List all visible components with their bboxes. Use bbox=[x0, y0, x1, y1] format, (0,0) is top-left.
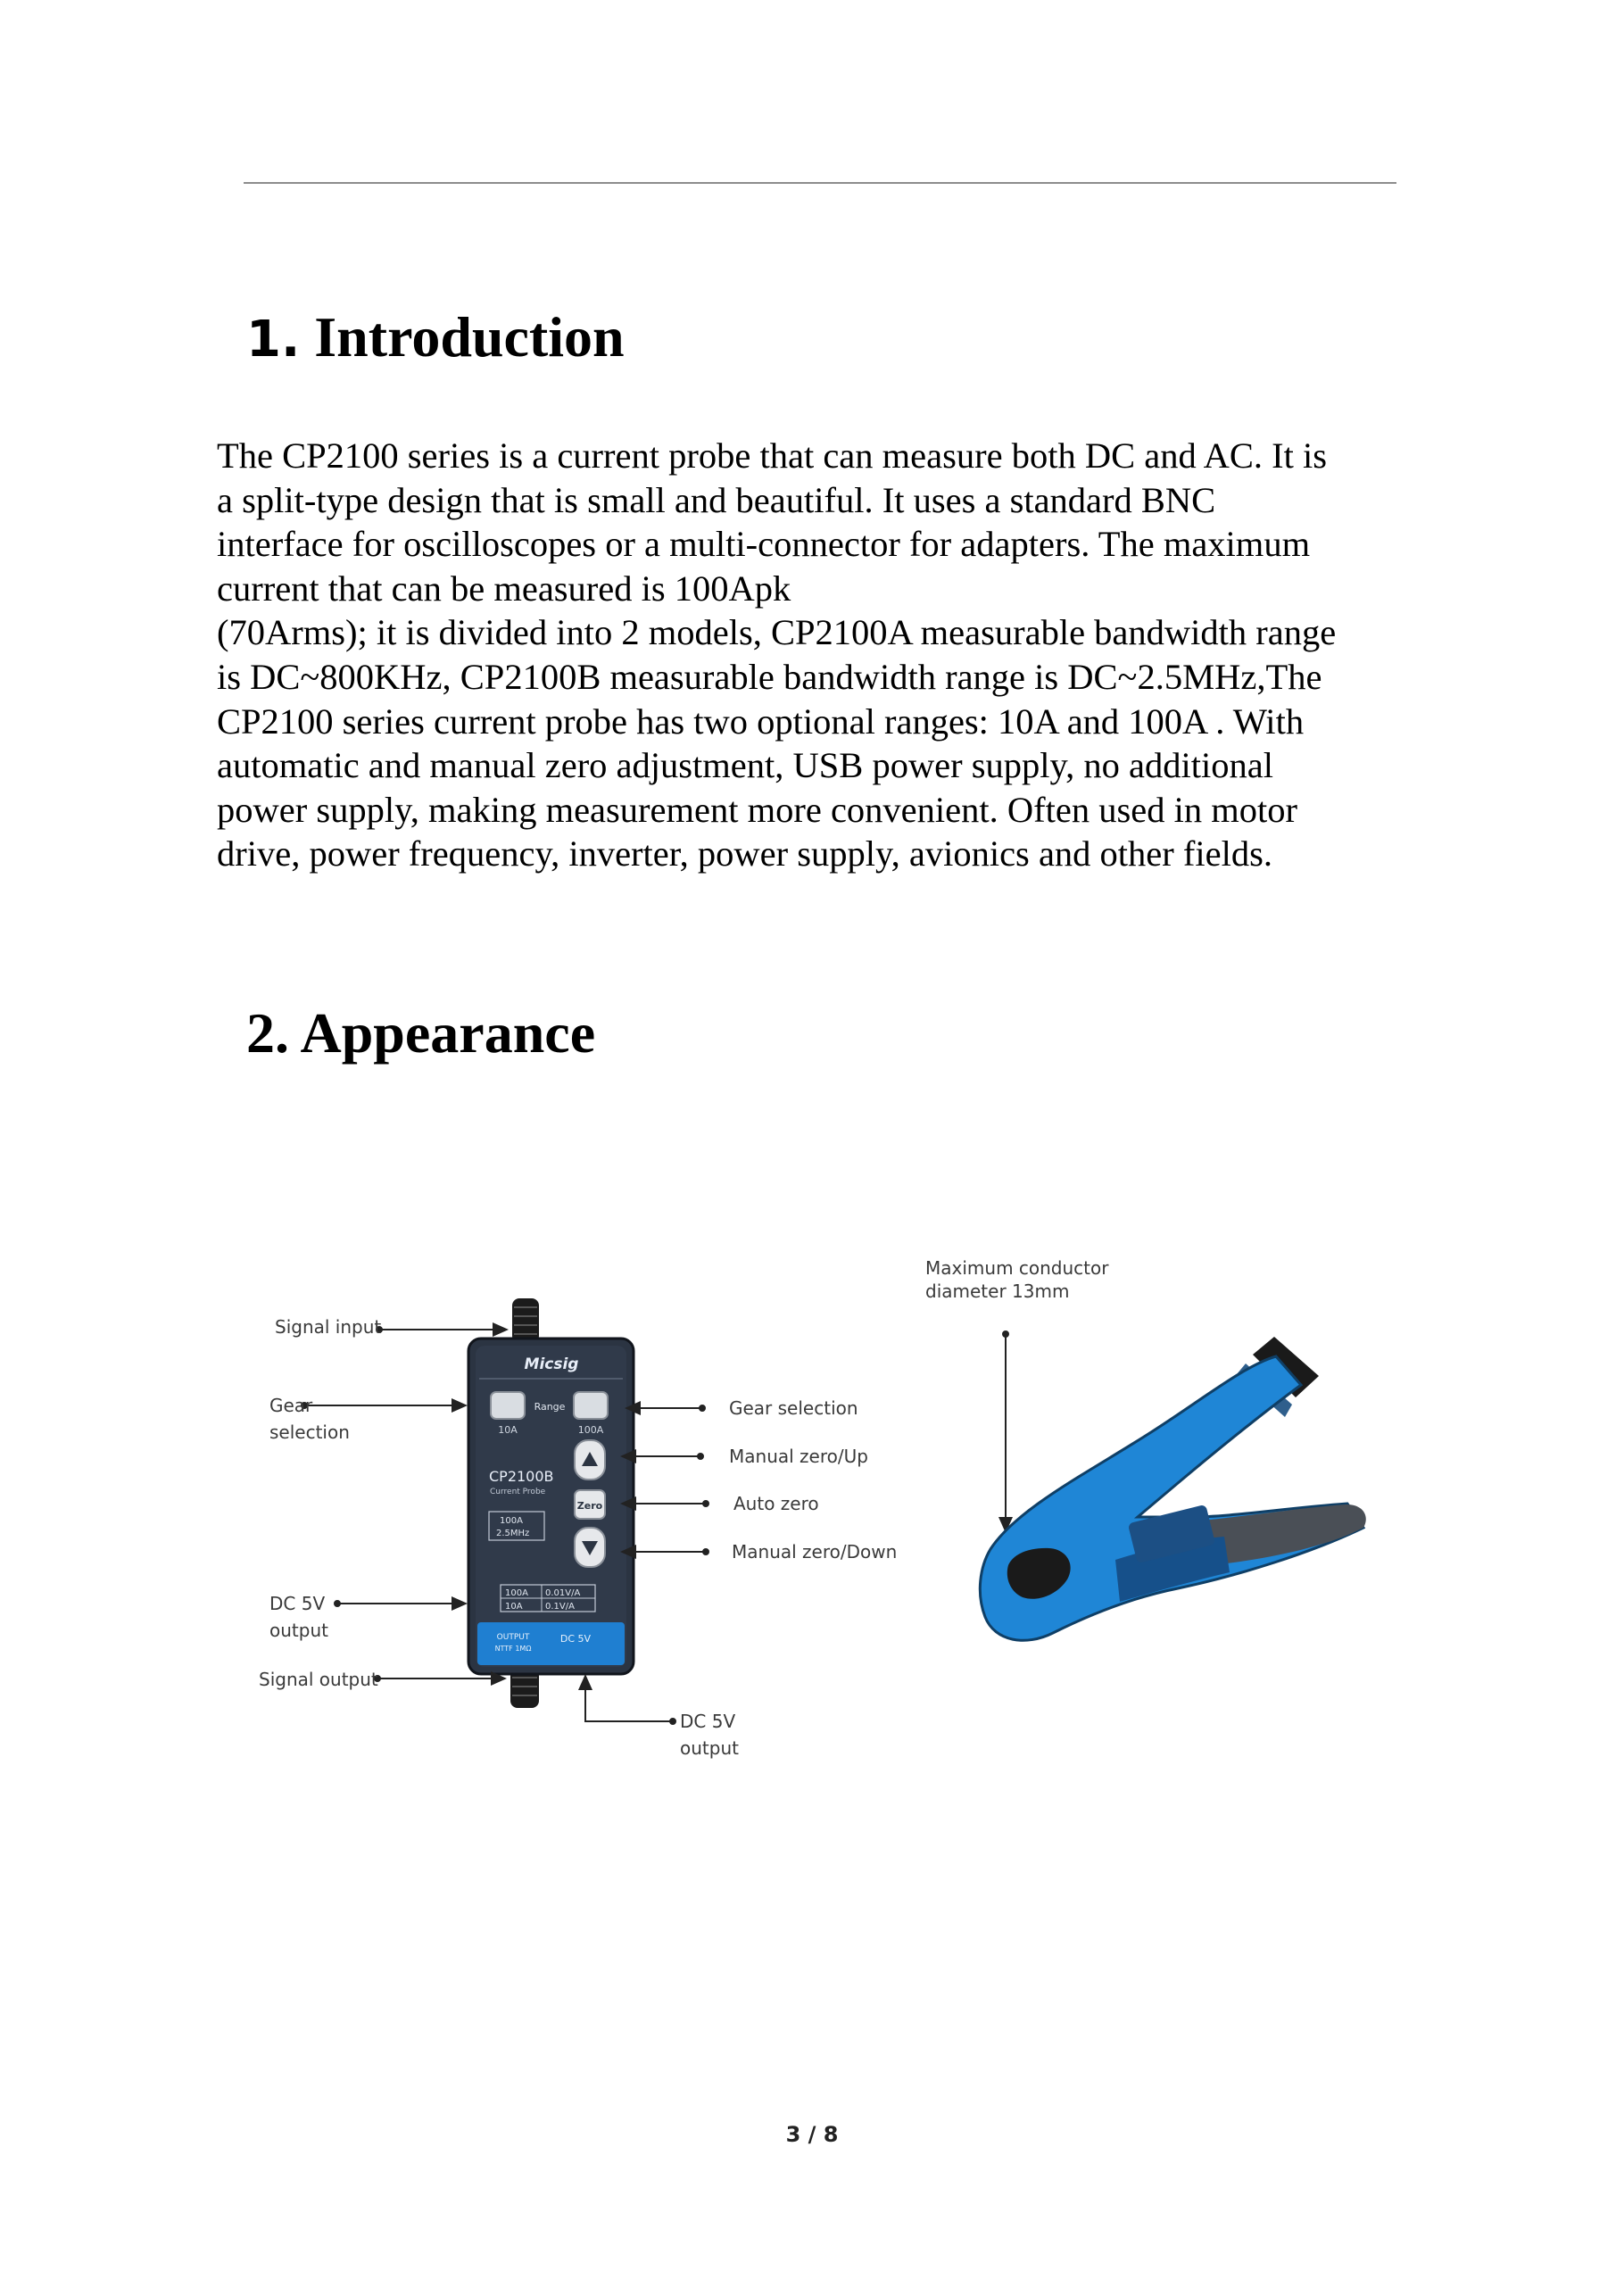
label-line: diameter 13mm bbox=[925, 1281, 1070, 1302]
paragraph-line: The CP2100 series is a current probe that can measure both DC and AC. It is bbox=[217, 435, 1327, 476]
label-max-conductor bbox=[925, 1256, 1108, 1303]
svg-text:OUTPUT: OUTPUT bbox=[496, 1633, 530, 1642]
svg-text:DC 5V: DC 5V bbox=[559, 1633, 592, 1645]
section-number: 1. bbox=[246, 311, 301, 369]
paragraph-line: a split-type design that is small and beautiful. It uses a standard BNC bbox=[217, 479, 1216, 520]
label-line: DC 5V bbox=[269, 1593, 326, 1614]
paragraph-line: power supply, making measurement more convenient. Often used in motor bbox=[217, 789, 1297, 830]
label-dc5v-output-bottom bbox=[680, 1708, 739, 1761]
label-manual-zero-up: Manual zero/Up bbox=[729, 1446, 868, 1467]
paragraph-line: automatic and manual zero adjustment, USB power supply, no additional bbox=[217, 745, 1273, 786]
section-title: Introduction bbox=[314, 305, 625, 369]
svg-text:Zero: Zero bbox=[576, 1500, 603, 1512]
label-line: DC 5V bbox=[680, 1711, 736, 1732]
probe-control-box bbox=[468, 1339, 634, 1674]
range-label: Range bbox=[534, 1401, 566, 1413]
paragraph-line: interface for oscilloscopes or a multi-connector for adapters. The maximum bbox=[217, 524, 1311, 565]
svg-text:100A: 100A bbox=[505, 1588, 528, 1598]
svg-text:0.1V/A: 0.1V/A bbox=[545, 1602, 575, 1612]
device-model-sub: Current Probe bbox=[490, 1488, 546, 1496]
paragraph-line: CP2100 series current probe has two optional ranges: 10A and 100A . With bbox=[217, 700, 1305, 742]
callout-lines bbox=[302, 1327, 1008, 1724]
svg-text:10A: 10A bbox=[505, 1602, 523, 1612]
label-line: selection bbox=[269, 1422, 350, 1443]
range-right-label: 100A bbox=[577, 1424, 604, 1436]
label-auto-zero: Auto zero bbox=[733, 1493, 819, 1514]
section-number: 2. bbox=[246, 1001, 289, 1065]
label-gear-selection-right: Gear selection bbox=[729, 1397, 858, 1419]
device-blue-band bbox=[477, 1622, 625, 1665]
range-left-button bbox=[491, 1392, 525, 1419]
range-right-button bbox=[574, 1392, 608, 1419]
paragraph-line: current that can be measured is 100Apk bbox=[217, 568, 791, 609]
label-dc5v-output-left bbox=[269, 1590, 328, 1644]
label-line: Maximum conductor bbox=[925, 1257, 1109, 1279]
clamp-probe-jaw bbox=[980, 1337, 1365, 1640]
svg-text:0.01V/A: 0.01V/A bbox=[545, 1588, 581, 1598]
label-manual-zero-down: Manual zero/Down bbox=[732, 1541, 898, 1562]
paragraph-line: drive, power frequency, inverter, power supply, avionics and other fields. bbox=[217, 833, 1272, 874]
label-signal-output: Signal output bbox=[259, 1669, 378, 1690]
device-model: CP2100B bbox=[489, 1468, 554, 1485]
label-line: output bbox=[269, 1620, 328, 1641]
svg-text:100A: 100A bbox=[500, 1516, 523, 1526]
label-line: output bbox=[680, 1737, 739, 1759]
label-line: Gear bbox=[269, 1395, 313, 1416]
paragraph-line: is DC~800KHz, CP2100B measurable bandwidth range is DC~2.5MHz,The bbox=[217, 656, 1322, 697]
label-gear-selection-left bbox=[269, 1392, 350, 1446]
svg-text:2.5MHz: 2.5MHz bbox=[496, 1529, 530, 1538]
input-cable bbox=[512, 1298, 539, 1343]
page-number: 3 / 8 bbox=[785, 2122, 839, 2147]
section-title: Appearance bbox=[300, 1001, 596, 1065]
paragraph-line: (70Arms); it is divided into 2 models, CP2100A measurable bandwidth range bbox=[217, 612, 1337, 653]
range-left-label: 10A bbox=[498, 1424, 518, 1436]
label-signal-input: Signal input bbox=[275, 1316, 382, 1338]
device-brand: Micsig bbox=[524, 1355, 579, 1373]
svg-text:NTTF 1MΩ: NTTF 1MΩ bbox=[494, 1645, 532, 1653]
